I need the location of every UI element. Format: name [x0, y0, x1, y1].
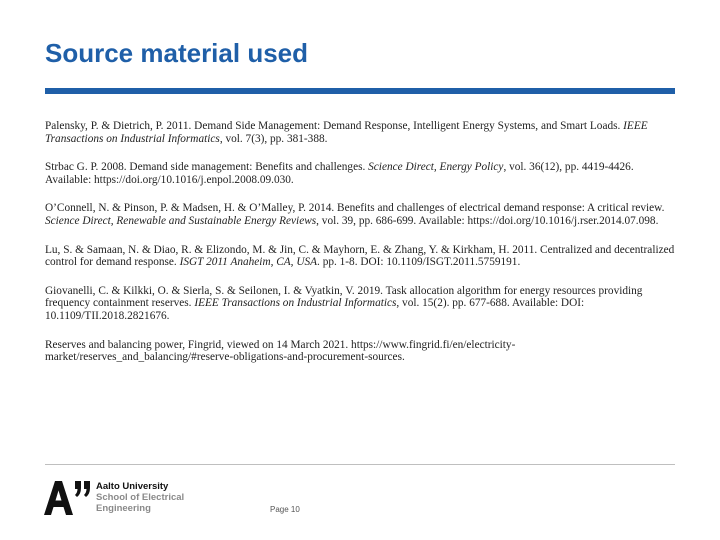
reference-text: Strbac G. P. 2008. Demand side management: Benefits and challenges.: [45, 161, 369, 174]
reference-item: [45, 285, 677, 323]
slide-title: Source material used: [45, 38, 308, 68]
reference-text: Giovanelli, C. & Kilkki, O. & Sierla, S. & Seilonen, I. & Vyatkin, V. 2019. Task allocation algorithm for energy resources providing frequency containment reserves.: [45, 284, 643, 310]
reference-item: [45, 244, 677, 269]
footer-divider: [45, 464, 675, 465]
aalto-logo-icon: [44, 481, 92, 515]
logo-wordmark: [96, 482, 184, 514]
logo-university: Aalto University: [96, 481, 169, 492]
reference-details: . pp. 1-8. DOI: 10.1109/ISGT.2011.5759191.: [317, 256, 521, 269]
reference-source: IEEE Transactions on Industrial Informatics: [194, 297, 397, 310]
reference-source: Science Direct, Renewable and Sustainable Energy Reviews: [45, 214, 317, 227]
reference-item: [45, 161, 677, 186]
reference-details: , vol. 39, pp. 686-699. Available: https://doi.org/10.1016/j.rser.2014.07.098.: [316, 214, 659, 227]
reference-details: , vol. 15(2). pp. 677-688. Available: DOI: 10.1109/TII.2018.2821676.: [45, 297, 585, 322]
logo-school: School of Electrical: [96, 491, 185, 503]
reference-text: Reserves and balancing power, Fingrid, viewed on 14 March 2021. https://www.fingrid.fi/en/electricity-market/reserves_and_balancing/#reserve-obligations-and-procurement-sources.: [45, 338, 516, 364]
reference-item: [45, 202, 677, 227]
reference-source: Science Direct, Energy Policy: [368, 161, 504, 174]
reference-source: ISGT 2011 Anaheim, CA, USA: [179, 256, 318, 269]
title-underline: [45, 88, 675, 94]
reference-text: Palensky, P. & Dietrich, P. 2011. Demand Side Management: Demand Response, Intelligent Energy Systems, and Smart Loads.: [45, 120, 624, 132]
reference-text: O’Connell, N. & Pinson, P. & Madsen, H. & O’Malley, P. 2014. Benefits and challenges of electrical demand response: A critical review.: [45, 202, 665, 215]
reference-item: [45, 120, 677, 145]
reference-source: IEEE Transactions on Industrial Informatics: [45, 120, 648, 145]
reference-details: , vol. 7(3), pp. 381-388.: [219, 132, 328, 145]
reference-details: , vol. 36(12), pp. 4419-4426. Available: https://doi.org/10.1016/j.enpol.2008.09.030.: [45, 161, 634, 186]
reference-text: Lu, S. & Samaan, N. & Diao, R. & Elizondo, M. & Jin, C. & Mayhorn, E. & Zhang, Y. & Kirkham, H. 2011. Centralized and decentralized control for demand response.: [45, 243, 675, 269]
logo-department: Engineering: [96, 502, 151, 514]
reference-item: [45, 339, 677, 364]
page-number: Page 10: [270, 505, 300, 514]
reference-list: [45, 120, 677, 380]
